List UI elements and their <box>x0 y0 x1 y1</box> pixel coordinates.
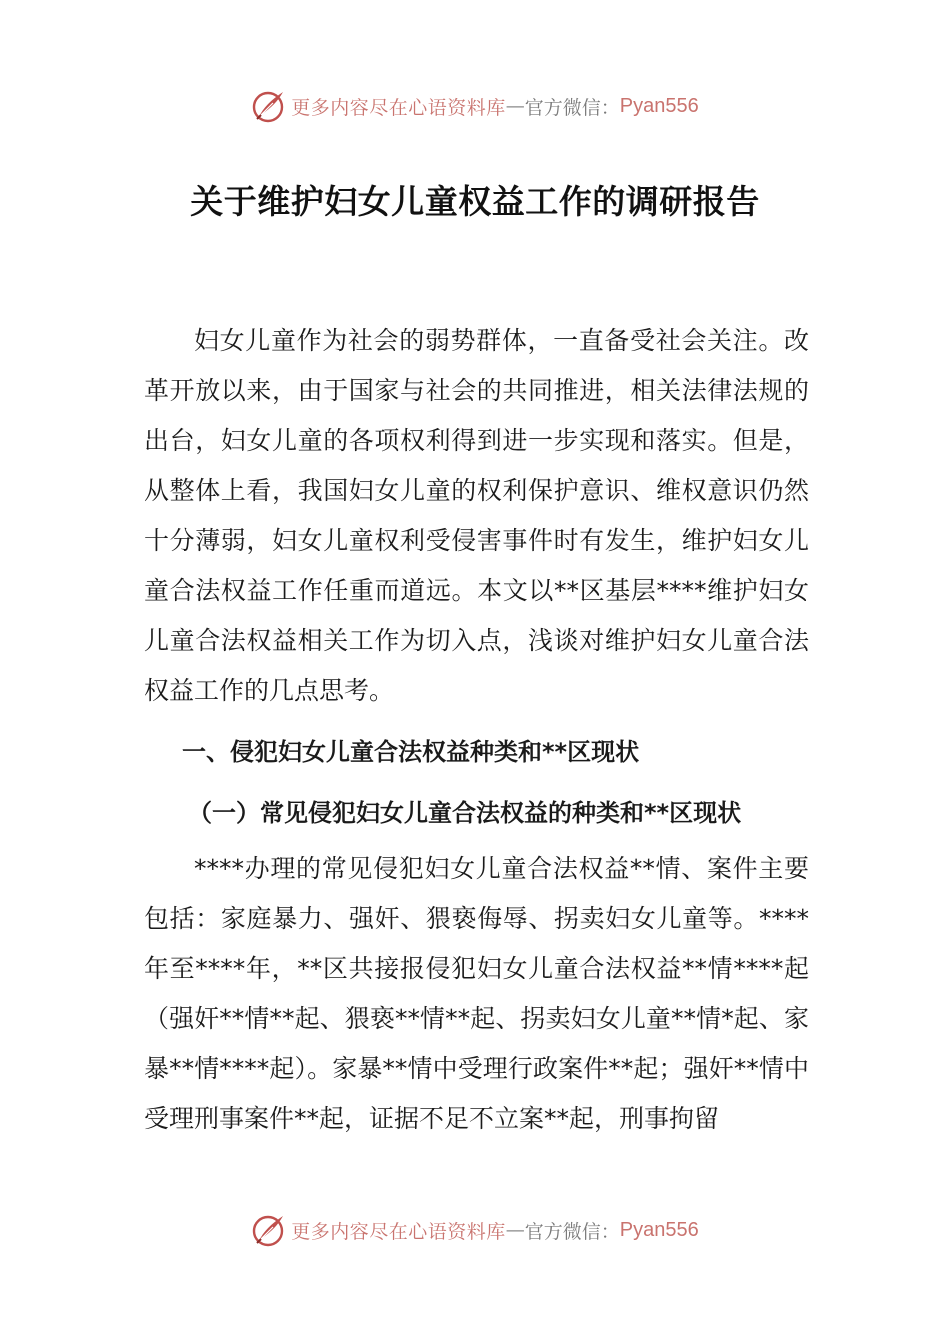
document-title: 关于维护妇女儿童权益工作的调研报告 <box>190 182 760 221</box>
subsection-heading: （一）常见侵犯妇女儿童合法权益的种类和**区现状 <box>188 799 742 827</box>
intro-paragraph: 妇女儿童作为社会的弱势群体，一直备受社会关注。改革开放以来，由于国家与社会的共同推进，相关法律法规的出台，妇女儿童的各项权利得到进一步实现和落实。但是，从整体上看，我国妇女儿童的权利保护意识、维权意识仍然十分薄弱，妇女儿童权利受侵害事件时有发生，维护妇女儿童合法权益工作任重而道远。本文以**区基层****维护妇女儿童合法权益相关工作为切入点，浅谈对维护妇女儿童合法权益工作的几点思考。 <box>144 326 809 705</box>
section-heading: 一、侵犯妇女儿童合法权益种类和**区现状 <box>182 738 640 766</box>
header-watermark-banner <box>0 86 950 126</box>
brand-separator: — <box>505 95 525 117</box>
document-body <box>144 316 809 1144</box>
quill-logo-icon <box>251 1212 287 1248</box>
brand-separator: — <box>505 1219 525 1241</box>
wechat-label: 官方微信： <box>524 1220 620 1243</box>
section-paragraph: ****办理的常见侵犯妇女儿童合法权益**情、案件主要包括：家庭暴力、强奸、猥亵侮辱、拐卖妇女儿童等。****年至****年，**区共接报侵犯妇女儿童合法权益**情****起（强奸**情**起、猥亵**情**起、拐卖妇女儿童**情*起、家暴**情****起）。家暴**情中受理行政案件**起；强奸**情中受理刑事案件**起，证据不足不立案**起，刑事拘留 <box>144 854 809 1133</box>
wechat-label: 官方微信： <box>524 96 620 119</box>
brand-text: 更多内容尽在心语资料库 <box>291 1220 506 1243</box>
quill-logo-icon <box>251 88 287 124</box>
wechat-id: Pyan556 <box>619 94 699 117</box>
wechat-id: Pyan556 <box>619 1218 699 1241</box>
footer-watermark-banner <box>0 1210 950 1250</box>
brand-text: 更多内容尽在心语资料库 <box>291 96 506 119</box>
